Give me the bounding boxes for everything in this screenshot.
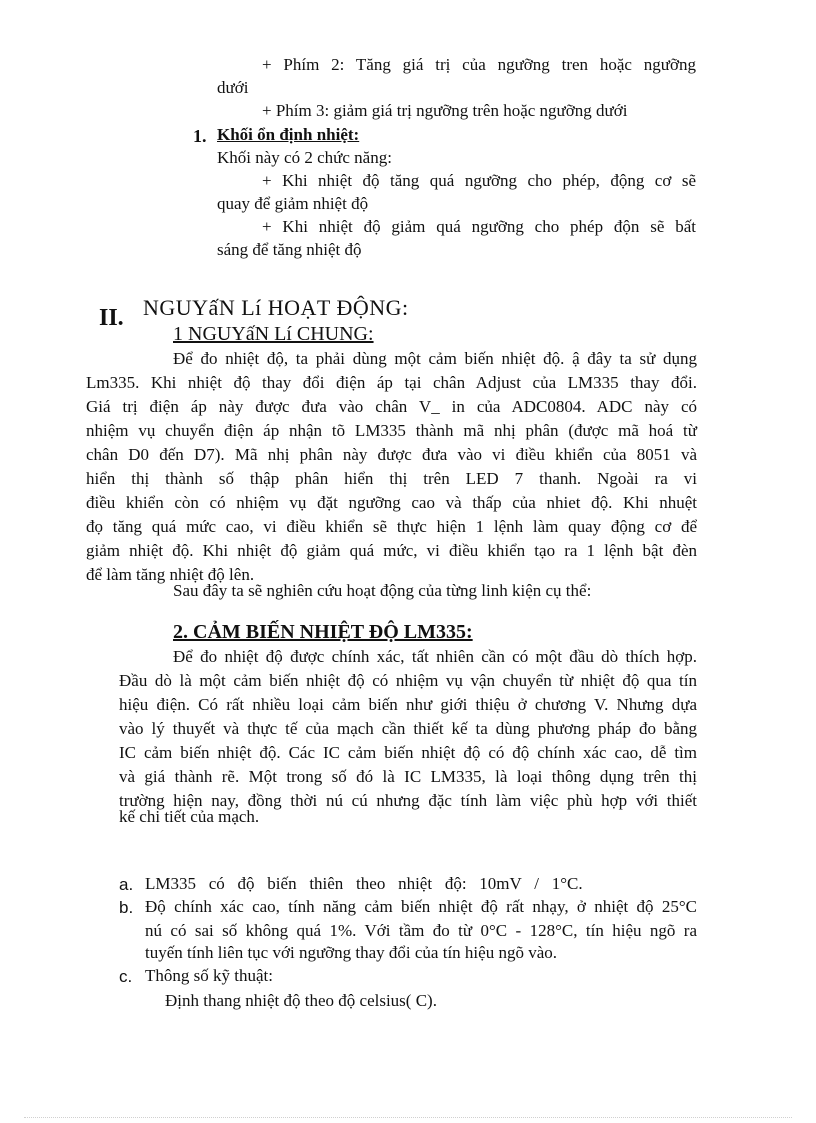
para3-line: vào lý thuyết và thực tế của mạch cần thiết kế ta dùng phương pháp đo bằng: [119, 719, 697, 738]
para3-line: và giá thành rẽ. Một trong số đó là IC LM335, là loại thông dụng trên thị: [119, 767, 697, 786]
thermal-item2-line2: sáng để tăng nhiệt độ: [217, 240, 362, 259]
para1-line: nhiệm vụ chuyển điện áp nhận tõ LM335 thành mã nhị phân (được mã hoá từ: [86, 421, 697, 440]
section-roman-numeral: II.: [99, 305, 124, 331]
para1-line: Lm335. Khi nhiệt độ thay đổi điện áp tại chân Adjust của LM335 thay đổi.: [86, 373, 697, 392]
para1-line: chân D0 đến D7). Mã nhị phân này được đưa vào vi điều khiển của 8051 và: [86, 445, 697, 464]
para1-line: điều khiển còn có nhiệm vụ đặt ngưỡng cao và thấp của nhiet độ. Khi nhuệt: [86, 493, 697, 512]
para3-line: IC cảm biến nhiệt độ. Các IC cảm biến nhiệt độ có độ chính xác cao, dễ tìm: [119, 743, 697, 762]
thermal-section-number: 1.: [193, 126, 207, 146]
feature-c-sub: Định thang nhiệt độ theo độ celsius( C).: [165, 991, 437, 1010]
thermal-section-title: Khối ổn định nhiệt:: [217, 125, 360, 144]
feature-b-line1: Độ chính xác cao, tính năng cảm biến nhiệt độ rất nhạy, ở nhiệt độ 25°C: [145, 897, 697, 916]
para1-line: hiển thị thành số thập phân hiển thị trên LED 7 thanh. Ngoài ra vi: [86, 469, 697, 488]
thermal-item1-line1: + Khi nhiệt độ tăng quá ngưỡng cho phép, động cơ sẽ: [262, 171, 696, 190]
para3-line: kế chi tiết của mạch.: [119, 807, 260, 826]
feature-b-line3: tuyến tính liên tục với ngưỡng thay đổi của tín hiệu ngõ vào.: [145, 943, 557, 962]
section-title: NGUYấN Lí HOẠT ĐỘNG:: [143, 295, 409, 320]
para3-line: Để đo nhiệt độ được chính xác, tất nhiên cần có một đầu dò thích hợp.: [173, 647, 697, 666]
key2-line1: + Phím 2: Tăng giá trị của ngưỡng tren hoặc ngưỡng: [262, 55, 696, 74]
feature-c-text: Thông số kỹ thuật:: [145, 966, 273, 985]
para3-line: trường hiện nay, đồng thời nú cú nhưng đặc tính làm việc phù hợp với thiết: [119, 791, 697, 810]
feature-c-label: c.: [119, 967, 133, 986]
subsection1-title: 1 NGUYấN Lí CHUNG:: [173, 323, 374, 345]
feature-a-label: a.: [119, 875, 134, 894]
feature-b-label: b.: [119, 898, 134, 917]
para3-line: Đầu dò là một cảm biến nhiệt độ có nhiệm vụ vận chuyển từ nhiệt độ qua tín: [119, 671, 697, 690]
para3-line: hiệu điện. Có rất nhiều loại cảm biến như giới thiệu ở chương V. Nhưng dựa: [119, 695, 697, 714]
thermal-item1-line2: quay để giảm nhiệt độ: [217, 194, 369, 213]
para1-line: giảm nhiệt độ. Khi nhiệt độ giảm quá mức, vi điều khiển tạo ra 1 lệnh bật đèn: [86, 541, 697, 560]
thermal-item2-line1: + Khi nhiệt độ giảm quá ngưỡng cho phép độn sẽ bất: [262, 217, 696, 236]
key2-line2: dưới: [217, 78, 249, 97]
para1-line: để làm tăng nhiệt độ lên.: [86, 565, 255, 584]
feature-a-text: LM335 có độ biến thiên theo nhiệt độ: 10mV / 1°C.: [145, 874, 583, 893]
thermal-intro: Khối này có 2 chức năng:: [217, 148, 392, 167]
feature-b-line2: nú có sai số không quá 1%. Với tầm đo từ 0°C - 128°C, tín hiệu ngõ ra: [145, 921, 697, 940]
para1-line: Giá trị điện áp này được đưa vào chân V_ in của ADC0804. ADC này có: [86, 397, 697, 416]
para1-line: Để đo nhiệt độ, ta phải dùng một cảm biến nhiệt độ. ậ đây ta sử dụng: [173, 349, 697, 368]
para1-line: đọ tăng quá mức cao, vi điều khiển sẽ thực hiện 1 lệnh làm quay động cơ để: [86, 517, 697, 536]
key3-line: + Phím 3: giảm giá trị ngưỡng trên hoặc ngưỡng dưới: [262, 101, 628, 120]
subsection2-title: 2. CẢM BIẾN NHIỆT ĐỘ LM335:: [173, 621, 473, 643]
page-bottom-rule: [24, 1117, 792, 1118]
para2: Sau đây ta sẽ nghiên cứu hoạt động của từng linh kiện cụ thể:: [173, 581, 592, 600]
